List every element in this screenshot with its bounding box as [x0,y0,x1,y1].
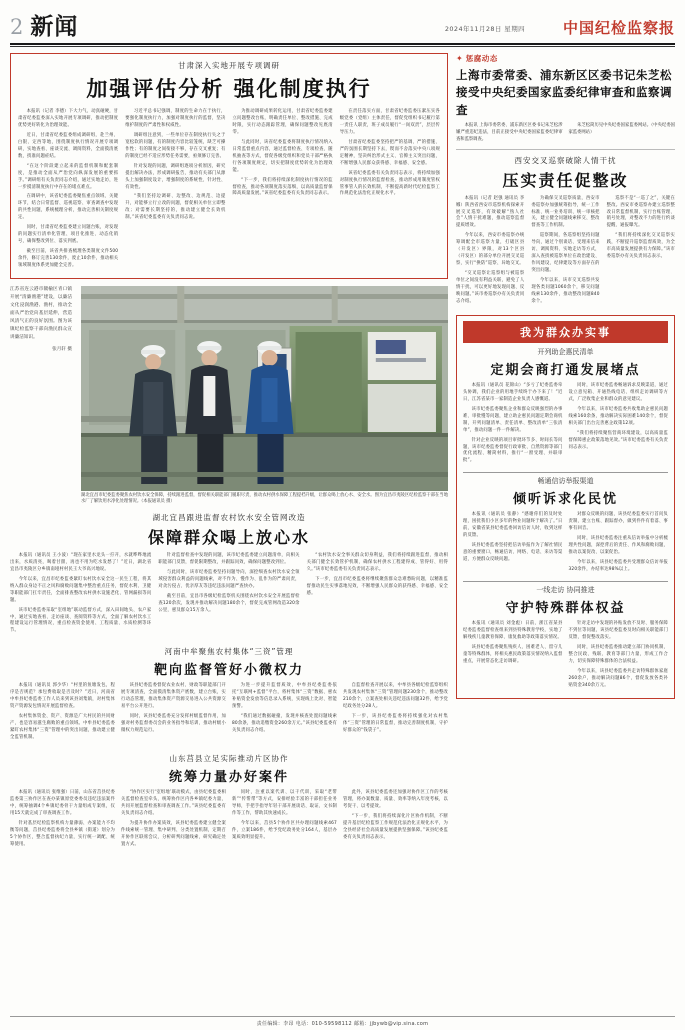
photo-block [10,286,448,506]
story-water-col-3: “农村饮水安全事关群众切身利益，我们将持续跟进监督，推动相关部门健全长效管护机制，确保农村供水工程建得成、管得好、用得久。”该市纪委监委有关负责同志表示。 下一步，宜昌市纪委监委将继续聚焦群众急难愁盼问题，以精准监督推动民生实事落地见效，不断增强人民群众的获得感、幸福感、安全感。 [306,552,448,596]
story-county [10,753,448,852]
story2-shoulder: 西安交叉巡察破除人情干扰 [514,155,617,165]
story-county-col-1: 本报讯（通讯员 张维强）日前，山东省莒县纪委监委第三协作区在查办某镇原党委委员违纪违法案件中，统筹抽调4个乡镇纪委骨干力量组成专案组，仅用15天就完成了审查调查工作。 针对基层纪检监察机构力量薄弱、办案能力不均衡等问题，莒县纪委监委将全县乡镇（街道）划分为5个协作区，整合监督执纪力量，实行统一调配、统筹使用。 [10,790,115,847]
right-column [456,53,675,852]
story5-col-1: 本报讯（通讯员 刘金彪）日前，浙江省某县纪委监委监督检查组来到县特殊教育学校，实地了解残疾儿童教育保障、康复救助等政策落实情况。 该县纪委监委聚焦残疾人、困难老人、留守儿童等特殊群体，将相关惠民政策落实情况纳入监督重点，开展常态化走访调研。 [463,621,563,664]
story-village-col-4: 自监督检查开展以来，中牟县各级纪检监察组织共发现农村集体“三资”管理问题230余个，推动整改210余个，立案查处相关违纪违法问题32件，给予党纪政务处分28人。 下一步，该县纪委监委将持续强化对农村集体“三资”管理的日常监督，推动完善制度机制，守护好群众的“钱袋子”。 [343,683,448,734]
story-county-col-2: “协作区实行‘室组地’联动模式，由县纪委监委相关监督检查室牵头，统筹协作区内各乡镇纪委力量，共同开展监督检查和审查调查工作。”该县纪委监委有关负责同志介绍。 为提升协作办案质效，该县纪委监委建立健全案件线索统一管理、集中研判、分类处置机制，定期召开协作区联席会议，分析研判问题线索，研究确定处置方式。 [121,790,226,847]
story-county-headline: 统筹力量办好案件 [168,770,289,785]
story3-headline: 定期会商打通发展堵点 [490,362,641,378]
newspaper-page [0,6,685,1030]
story-water-col-2: 针对监督检查中发现的问题，该市纪委监委建立问题清单，向相关职能部门反馈，督促限期整改，并跟踪问效，确保问题整改到位。 与此同时，该市纪委监委坚持问题导向，深挖细查农村饮水安全领域侵害群众利益的问题线索，对不作为、慢作为、乱作为的严肃问责，对贪污侵占、优亲厚友等违纪违法问题严查快办。 截至目前，宜昌市各级纪检监察机关围绕农村饮水安全开展监督检查120余次，发现并推动解决问题180余个，督促完成管网改造320余公里，惠及群众15万余人。 [158,552,300,613]
footer-contact: 责任编辑：李昂 电话：010-59598112 邮箱：jjbywb@vip.sina.com [256,1021,429,1027]
divider-1 [456,149,675,150]
news1-col-1: 本报讯 上海市委常委、浦东新区区委书记朱芝松涉嫌严重违纪违法，目前正接受中央纪委国家监委纪律审查和监察调查。 [456,122,563,142]
story-village-col-3: 为进一步提升监督质效，中牟县纪委监委依托“互联网+监督”平台，将村集体“三资”数据、惠农补贴资金发放等信息录入系统，实现线上比对、智能预警。 “我们通过数据碰撞，发现并核查处置问题线索80余条，推动追缴资金260余万元。”该县纪委监委有关负责同志介绍。 [232,683,337,734]
story5-headline: 守护特殊群体权益 [505,601,626,617]
story-water [10,512,448,638]
story-village [10,646,448,745]
left-column [10,53,448,852]
story3-shoulder: 开列助企惠民清单 [537,347,594,356]
flag-label: 惩腐动态 [465,54,498,63]
newspaper-nameplate: 中国纪检监察报 [562,19,675,37]
page-columns [0,47,685,852]
story3-col-1: 本报讯（通讯员 花锦山）“多亏了纪委监委牵头协调，我们企业的用地手续终于办下来了！”近日，江苏省某市一家制造企业负责人感慨道。 该市纪委监委聚焦企业和群众反映强烈的办事难、审批慢等问题，建立助企惠民问题定期会商机制，开列问题清单、责任清单、整改清单“三张清单”，推动问题一件一件解决。 针对企业反映的项目审批环节多、时间长等问题，该市纪委监委督促行政审批、自然资源等部门优化流程、精简材料，推行“一窗受理、并联审批”。 [463,382,563,464]
story4-headline: 倾听诉求化民忧 [512,492,618,508]
masthead-rule [10,43,675,45]
photo-side-credit: 张月轩 摄 [52,347,72,353]
story-village-col-2: 该县纪委监委督促农业农村、财政等职能部门开展专项清查，全面摸清集体资产底数，建立台账，实行动态管理，推动集体资产资源交易进入公共资源交易平台公开进行。 同时，该县纪委监委充分发挥村级监督作用，加强对村务监督委员会的业务指导和培训，推动村级小微权力规范运行。 [121,683,226,734]
story5-shoulder: 一线走访 协同推进 [536,586,595,595]
story-village-headline: 靶向监督管好小微权力 [153,663,304,679]
story4-col-2: 对群众反映的问题，该县纪委监委实行首问负责制，建立台账、跟踪督办，做到件件有着落、事事有回音。 同时，该县纪委监委注重从信访举报中分析梳理共性问题，深挖背后的责任、作风和腐败问题，推动以案促改、以案促治。 今年以来，该县纪委监委共受理群众信访举报320余件，办结率达98%以上。 [568,512,668,573]
service-panel [456,315,675,699]
story-water-shoulder: 湖北宜昌跟进监督农村饮水安全管网改造 [152,512,306,522]
story-county-col-3: 同时，注重以案代训、以干代训，采取“老带新”“传帮带”等方式，安排经验丰富的干部担任业务导师，手把手指导年轻干部开展谈话、取证、文书制作等工作，帮助其快速成长。 今年以来，莒县5个协作区共办理问题线索467件，立案186件，给予党纪政务处分164人，基层办案质效明显提升。 [232,790,337,840]
story2-headline: 压实责任促整改 [502,170,629,190]
lead-shoulder: 甘肃深入实地开展专项调研 [178,61,280,70]
lead-story-box [10,53,448,279]
story-village-shoulder: 河南中牟聚焦农村集体“三资”管理 [164,647,294,657]
story-county-shoulder: 山东莒县立足实际推动片区协作 [169,754,289,763]
panel-banner: 我为群众办实事 [463,321,668,343]
story5-col-2: 针对走访中发现的补贴发放不及时、服务保障不到位等问题，该县纪委监委及时向相关职能部门反馈，督促整改落实。 同时，该县纪委监委推动建立部门协同机制，整合民政、残联、教育等部门力量，形成工作合力，切实保障特殊群体的合法权益。 今年以来，该县纪委监委共走访特殊群体家庭260余户，推动解决问题86个，督促发放各类补贴资金340余万元。 [568,621,668,688]
issue-date: 2024年11月28日 星期四 [444,25,525,33]
story-village-col-1: 本报讯（通讯员 郭少华）“村里的鱼塘发包，程序是否规范？承包费收取是否及时？”近日，河南省中牟县纪委监委工作人员来到该县刘集镇，对村集体资产资源发包情况开展监督检查。 农村集体资金、资产、资源是广大村民的共同财产，也是容易滋生腐败的重点领域。中牟县纪委监委紧盯农村集体“三资”管理中的突出问题，推动建立健全监管机制。 [10,683,115,741]
story3-col-2: 同时，该市纪委监委畅通诉求反映渠道，通过设立意见箱、开通热线电话、组织走访调研等方式，广泛收集企业和群众的意见建议。 今年以来，该市纪委监委共收集助企惠民问题线索160余条，推动解决实际困难140余个，督促相关部门出台完善惠企政策12项。 “我们将持续聚焦营商环境建设，以高质量监督保障惠企政策落地见效。”该市纪委监委有关负责同志表示。 [568,382,668,450]
photo-side-note: 江苏省连云港市赣榆区青口镇开展“清廉渔港”建设，以廉洁文化浸润渔港、渔村，推动全面从严治党向基层延伸，营造风清气正的良好氛围。图为该镇纪检监察干部向渔民群众宣讲廉洁知识。 张月轩 摄 [10,286,76,506]
section-title: 新闻 [30,14,79,40]
flag-corruption-news [456,53,675,64]
photo-caption: 湖北宜昌市纪委监委聚焦农村饮水安全保障，持续跟进监督，督促相关职能部门履职尽责，推动农村供水保障工程提档升级，让群众喝上放心水、安全水。图为宜昌市夷陵区纪检监察干部在当地水厂了解饮用水净化处理情况。（本报通讯员 摄） [81,493,448,505]
lead-col-4: 在责任落实方面，甘肃省纪委监委压紧压实各级党委（党组）主体责任，督促党组织书记履行第一责任人职责，班子成员履行“一岗双责”，层层传导压力。 甘肃省纪委监委坚持把严的基调、严的措施、严的氛围长期坚持下去，锲而不舍落实中央八项规定精神，坚决纠治形式主义、官僚主义突出问题，不断增强人民群众获得感、幸福感、安全感。 该省纪委监委有关负责同志表示，将持续加强对制度执行情况的监督检查，推动形成用制度管权管事管人的长效机制，不断提高新时代纪检监察工作规范化法治化正规化水平。 [339,109,440,197]
masthead [10,6,675,40]
story2-col-1: 本报讯（记者 赵强 通讯员 李娜）陕西省西安市巡察机构探索开展交叉巡察，有效破解“熟人社会”人情干扰难题，推动巡察监督提质增效。 今年以来，西安市委巡察办统筹调配全市巡察力量，打破区县（开发区）界限，对13个区县（开发区）的部分单位开展交叉巡察，实行“换防”巡察、异地交叉。 “交叉巡察让巡察组与被巡察单位之间没有利益关联，避免了人情干扰，可以更好地发现问题、反映问题。”该市委巡察办有关负责同志介绍。 [456,195,525,304]
news1-headline: 上海市委常委、浦东新区区委书记朱芝松接受中央纪委国家监委纪律审查和监察调查 [456,68,672,117]
story2-col-3: 巡察不是“一巡了之”，关键在整改。西安市委巡察办建立巡察整改日常监督机制，实行台账管理、销号处理，对整改不力的进行约谈提醒、通报曝光。 “我们将持续深化交叉巡察实践，不断提升巡察监督质效，为全市高质量发展提供有力保障。”该市委巡察办有关负责同志表示。 [606,195,675,260]
divider-3 [463,581,668,582]
story2-col-2: 为确保交叉巡察质量，西安市委巡察办加强统筹指导，统一工作标准、统一业务培训、统一审核把关，建立健全问题线索移交、整改督查等工作机制。 巡察期间，各巡察组坚持问题导向，通过个别谈话、受理来信来访、调阅资料、实地走访等方式，深入查找被巡察单位在政治建设、作风建设、纪律建设等方面存在的突出问题。 今年以来，该市交叉巡察共发现各类问题1060余个，移交问题线索130余件，推动整改问题840余个。 [531,195,600,304]
lead-col-3: 为推动调研成果转化运用，甘肃省纪委监委建立问题整改台账，明确责任单位、整改措施、完成时限，实行动态跟踪管理，确保问题整改见底清零。 与此同时，该省纪委监委将制度执行情况纳入日常监督重点内容，通过监督检查、专项检查、随机抽查等方式，督促各级党组织和党员干部严格执行各项制度规定，切实把制度优势转化为治理效能。 “下一步，我们将持续深化制度执行情况的监督检查，推动各项制度落实落细，以高质量监督保障高质量发展。”该省纪委监委有关负责同志表示。 [232,109,333,197]
divider-2 [463,472,668,473]
story4-shoulder: 畅通信访举报渠道 [537,477,594,486]
news1-col-2: 朱芝松简历见中央纪委国家监委网站。（中央纪委国家监委网站） [568,122,675,135]
flag-icon: ✦ [456,53,463,63]
page-number: 2 [10,15,24,39]
lead-col-2: 习近平总书记强调，制度的生命力在于执行，要强化制度执行力，加强对制度执行的监督，坚决维护制度的严肃性和权威性。 调研组注意到，一些单位存在制度执行失之于宽松软的问题，有的制度内容比较笼统，缺乏可操作性；有的制度之间衔接不够，存在交叉重复；有的制度已经不适应形势任务需要，亟须修订完善。 针对发现的问题，调研组逐项分析原因，研究提出解决办法，形成调研报告，推动有关部门从源头上加强制度设计，增强制度的系统性、针对性、有效性。 “我们坚持边调研、边整改、边规范、边提升，对能够立行立改的问题，督促相关单位立即整改；对需要长期坚持的，推动建立健全长效机制。”该省纪委监委有关负责同志说。 [125,109,226,221]
story-county-col-4: 此外，该县纪委监委还加强对协作区工作的考核管理，将办案数量、质量、效率等纳入年度考核，以考促干、以考提效。 “下一步，我们将持续深化片区协作机制，不断提升基层纪检监察工作规范化法治化正规化水平，为全县经济社会高质量发展提供坚强保障。”该县纪委监委有关负责同志表示。 [343,790,448,840]
news-photo [81,286,448,491]
lead-headline: 加强评估分析 强化制度执行 [86,77,372,101]
footer-rule [10,1016,675,1017]
story-water-col-1: 本报讯（通讯员 王小波）“现在家里水龙头一拧开，水就哗哗地流出来，水质清亮，喝着甘甜，再也不用为吃水发愁了！”近日，湖北省宜昌市夷陵区分乡镇南垭村村民王大爷高兴地说。 今年以来，宜昌市纪委监委紧盯农村饮水安全这一民生工程，将其纳入群众身边不正之风和腐败问题集中整治重点任务，督促水利、卫健等职能部门扛牢责任，全面排查整改农村供水设施老化、管网漏损等问题。 该市纪委监委采取“室组地”联动监督方式，深入田间地头、农户家中，通过实地查看、走访座谈、查阅资料等方式，全面了解农村饮水工程建设运行管理情况，重点检查资金使用、工程质量、水质检测等环节。 [10,552,152,634]
story4-col-1: 本报讯（通讯员 张静）“感谢你们的及时处理，困扰我们小区多年的物业问题终于解决了。”日前，安徽省某县纪委监委回访信访人时，收到这样的反馈。 该县纪委监委坚持把信访举报作为了解社情民意的重要窗口，畅通信访、网络、电话、来访等渠道，方便群众反映问题。 [463,512,563,563]
story-water-headline: 保障群众喝上放心水 [147,527,310,547]
lead-col-1: 本报讯（记者 李德）下大力气、动真碰硬，甘肃省纪委监委深入实地开展专项调研，推动把制度优势更好转化为治理效能。 近日，甘肃省纪委监委组成调研组，赴兰州、白银、定西等地，围绕制度执行情况开展专项调研，实地查看、座谈交流、调阅资料，全面摸清底数，找准问题症结。 “在这个阶段建立起来的监督机制和配套制度，是推动全面从严治党向纵深发展的重要抓手。”调研组有关负责同志介绍，通过实地走访，进一步摸清制度执行中存在的堵点难点。 在调研中，该省纪委监委聚焦重点领域、关键环节，结合日常监督、巡视巡察、审查调查中发现的共性问题，系统梳理分析，推动完善相关制度规定。 同时，甘肃省纪委监委建立问题台账，对发现的问题实行清单化管理、项目化推进、动态化销号，确保整改到位、落实到底。 截至目前，该省共排查梳理各类制度文件500余件，修订完善130余件，废止10余件，推动相关领域制度体系更加健全完善。 [18,109,119,269]
